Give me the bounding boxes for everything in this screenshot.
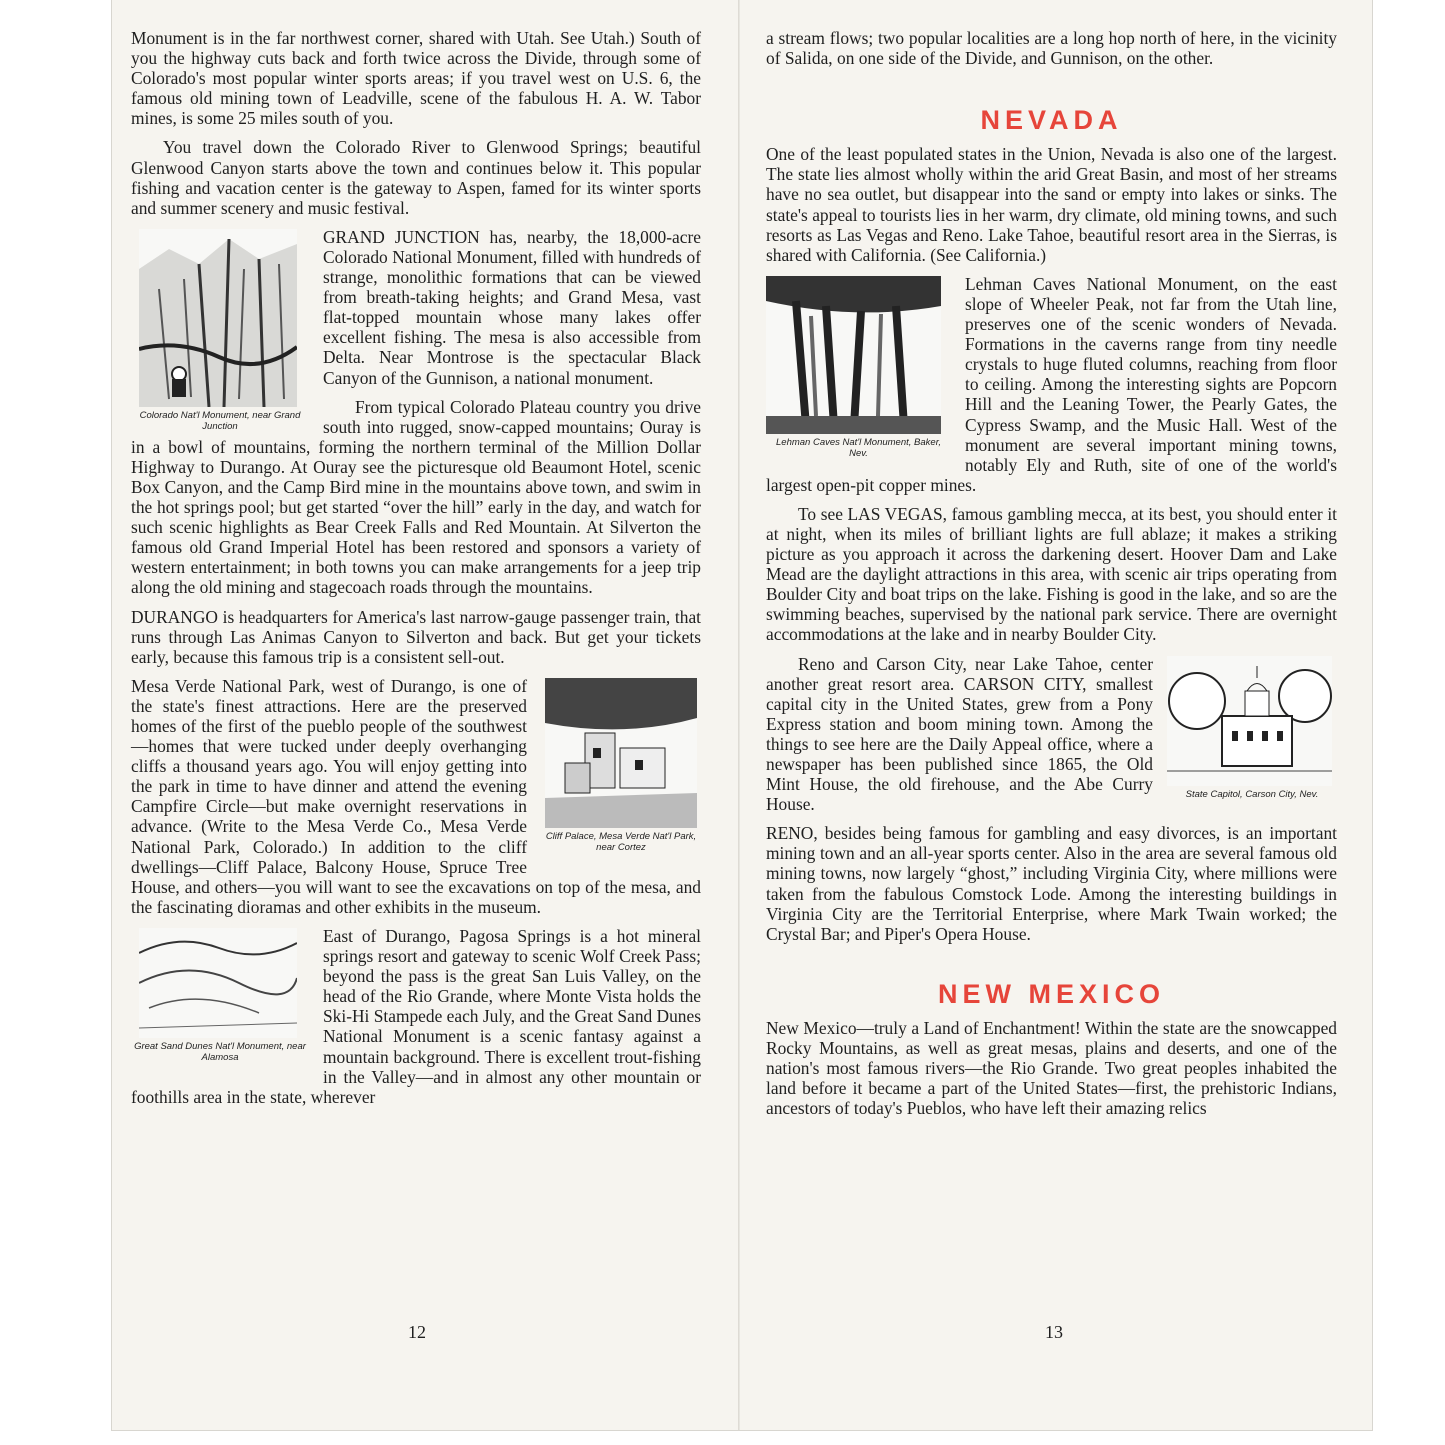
page-gutter [738, 0, 740, 1430]
paragraph: One of the least populated states in the Union, Nevada is also one of the largest. The state lies almost wholly within the arid Great Basin, and most of her streams have no sea outlet, but disappear into the sand or empty into lakes or sinks. The state's appeal to tourists lies in her warm, dry climate, old mining towns, and such resorts as Las Vegas and Reno. Lake Tahoe, beautiful resort area in the Sierras, is shared with California. (See California.) [766, 144, 1337, 265]
illustration-lehman-caves [766, 276, 951, 459]
canyon-illustration [139, 229, 297, 407]
paragraph: DURANGO is headquarters for America's last narrow-gauge passenger train, that runs through Las Animas Canyon to Silverton and back. But get your tickets early, because this famous trip is a consistent sell-out. [131, 606, 701, 667]
illustration-colorado-monument [131, 229, 309, 432]
paragraph: New Mexico—truly a Land of Enchantment! Within the state are the snowcapped Rocky Mountains, as well as great mesas, plains and deserts, and one of the nation's most famous rivers—the Rio Grande. Two great peoples inhabited the land before it became a part of the United States—first, the prehistoric Indians, ancestors of today's Pueblos, who have left their amazing relics [766, 1017, 1337, 1119]
illustration-cliff-palace [541, 678, 701, 853]
figure-caption: Cliff Palace, Mesa Verde Nat'l Park, near Cortez [545, 830, 697, 853]
illustration-state-capitol [1167, 656, 1337, 800]
section-heading-new-mexico: NEW MEXICO [937, 978, 1165, 1009]
paragraph: Reno and Carson City, near Lake Tahoe, center another great resort area. CARSON CITY, smallest capital city in the United States, grew from a Pony Express station and boom mining town. Among the things to see here are the Daily Appeal office, where a newspaper has been published since 1865, the Old Mint House, the old firehouse, and the Abe Curry House. [766, 653, 1153, 815]
section-heading-nevada: NEVADA [980, 105, 1123, 136]
page-number: 12 [408, 1322, 426, 1342]
paragraph: Lehman Caves National Monument, on the east slope of Wheeler Peak, not far from the Utah line, preserves one of the scenic wonders of Nevada. Formations in the caverns range from tiny needle crystals to huge fluted columns, reaching from floor to ceiling. Among the interesting sights are Popcorn Hill and the Leaning Tower, the Pearly Gates, the Cypress Swamp, and the Music Hall. West of the monument are several important mining towns, notably Ely and Ruth, site of one of the world's largest open-pit copper mines. [766, 273, 1337, 495]
cave-illustration [766, 276, 941, 434]
figure-caption: Lehman Caves Nat'l Monument, Baker, Nev. [776, 436, 941, 459]
figure-caption: Colorado Nat'l Monument, near Grand Junction [139, 409, 301, 432]
illustration-sand-dunes [131, 928, 309, 1063]
page-number: 13 [1045, 1322, 1063, 1342]
paragraph: Monument is in the far northwest corner, shared with Utah. See Utah.) South of you the highway cuts back and forth twice across the Divide, through some of Colorado's most popular winter sports areas; if you travel west on U.S. 6, the famous old mining town of Leadville, scene of the fabulous H. A. W. Tabor mines, is some 25 miles south of you. [131, 28, 701, 129]
paragraph: East of Durango, Pagosa Springs is a hot mineral springs resort and gateway to scenic Wolf Creek Pass; beyond the pass is the great San Luis Valley, on the head of the Rio Grande, where Monte Vista holds the Ski-Hi Stampede each July, and the Great Sand Dunes National Monument is a scenic fantasy against a mountain background. There is excellent trout-fishing in the Valley—and in almost any other mountain or foothills area in the state, wherever [131, 925, 701, 1107]
capitol-building-illustration [1167, 656, 1332, 786]
paragraph: From typical Colorado Plateau country you drive south into rugged, snow-capped mountains; Ouray is in a bowl of mountains, forming the northern terminal of the Million Dollar Highway to Durango. At Ouray see the picturesque old Beaumont Hotel, scenic Box Canyon, and the Camp Bird mine in the mountains above town, and swim in the hot springs pool; but get started “over the hill” early in the day, and watch for such scenic highlights as Bear Creek Falls and Red Mountain. At Silverton the famous old Grand Imperial Hotel has been restored and sponsors a variety of western entertainment; in both towns you can make arrangements for a jeep trip along the old mining and stagecoach roads through the mountains. [131, 396, 701, 598]
cliff-dwelling-illustration [545, 678, 697, 828]
paragraph: GRAND JUNCTION has, nearby, the 18,000-acre Colorado National Monument, filled with hundreds of strange, monolithic formations that can be viewed from breath-taking heights; and Grand Mesa, vast flat-topped mountain whose many lakes offer excellent fishing. The mesa is also accessible from Delta. Near Montrose is the spectacular Black Canyon of the Gunnison, a national monument. [323, 226, 701, 388]
left-page-column [131, 28, 701, 1116]
figure-caption: State Capitol, Carson City, Nev. [1185, 788, 1319, 800]
paragraph: RENO, besides being famous for gambling and easy divorces, is an important mining town and an all-year sports center. Also in the area are several famous old mining towns, now largely “ghost,” including Virginia City, where millions were taken from the fabulous Comstock Lode. Among the interesting buildings in Virginia City are the Territorial Enterprise, where Mark Twain worked; the Crystal Bar; and Piper's Opera House. [766, 823, 1337, 944]
paragraph: To see LAS VEGAS, famous gambling mecca, at its best, you should enter it at night, when its miles of brilliant lights are full ablaze; it makes a striking picture as you approach it across the darkening desert. Hoover Dam and Lake Mead are the daylight attractions in this area, with scenic air trips operating from Boulder City and boat trips on the lake. Fishing is good in the lake, and so are the swimming beaches, supervised by the national park service. There are overnight accommodations at the lake and in nearby Boulder City. [766, 503, 1337, 645]
paragraph: You travel down the Colorado River to Glenwood Springs; beautiful Glenwood Canyon starts above the town and continues below it. This popular fishing and vacation center is the gateway to Aspen, famed for its winter sports and summer scenery and music festival. [131, 137, 701, 218]
figure-caption: Great Sand Dunes Nat'l Monument, near Alamosa [134, 1040, 306, 1063]
right-page-column [766, 28, 1337, 1127]
paragraph: Mesa Verde National Park, west of Durango, is one of the state's finest attractions. Here are the preserved homes of the first of the pueblo people of the southwest—homes that were tucked under deeply overhanging cliffs a thousand years ago. You will enjoy getting into the park in time to have dinner and attend the evening Campfire Circle—but make overnight reservations in advance. (Write to the Mesa Verde Co., Mesa Verde National Park, Colorado.) In addition to the cliff dwellings—Cliff Palace, Balcony House, Spruce Tree House, and others—you will want to see the excavations on top of the mesa, and the fascinating dioramas and other exhibits in the museum. [131, 675, 701, 917]
paragraph: a stream flows; two popular localities are a long hop north of here, in the vicinity of Salida, on one side of the Divide, and Gunnison, on the other. [766, 28, 1337, 69]
sand-dunes-illustration [139, 928, 297, 1038]
